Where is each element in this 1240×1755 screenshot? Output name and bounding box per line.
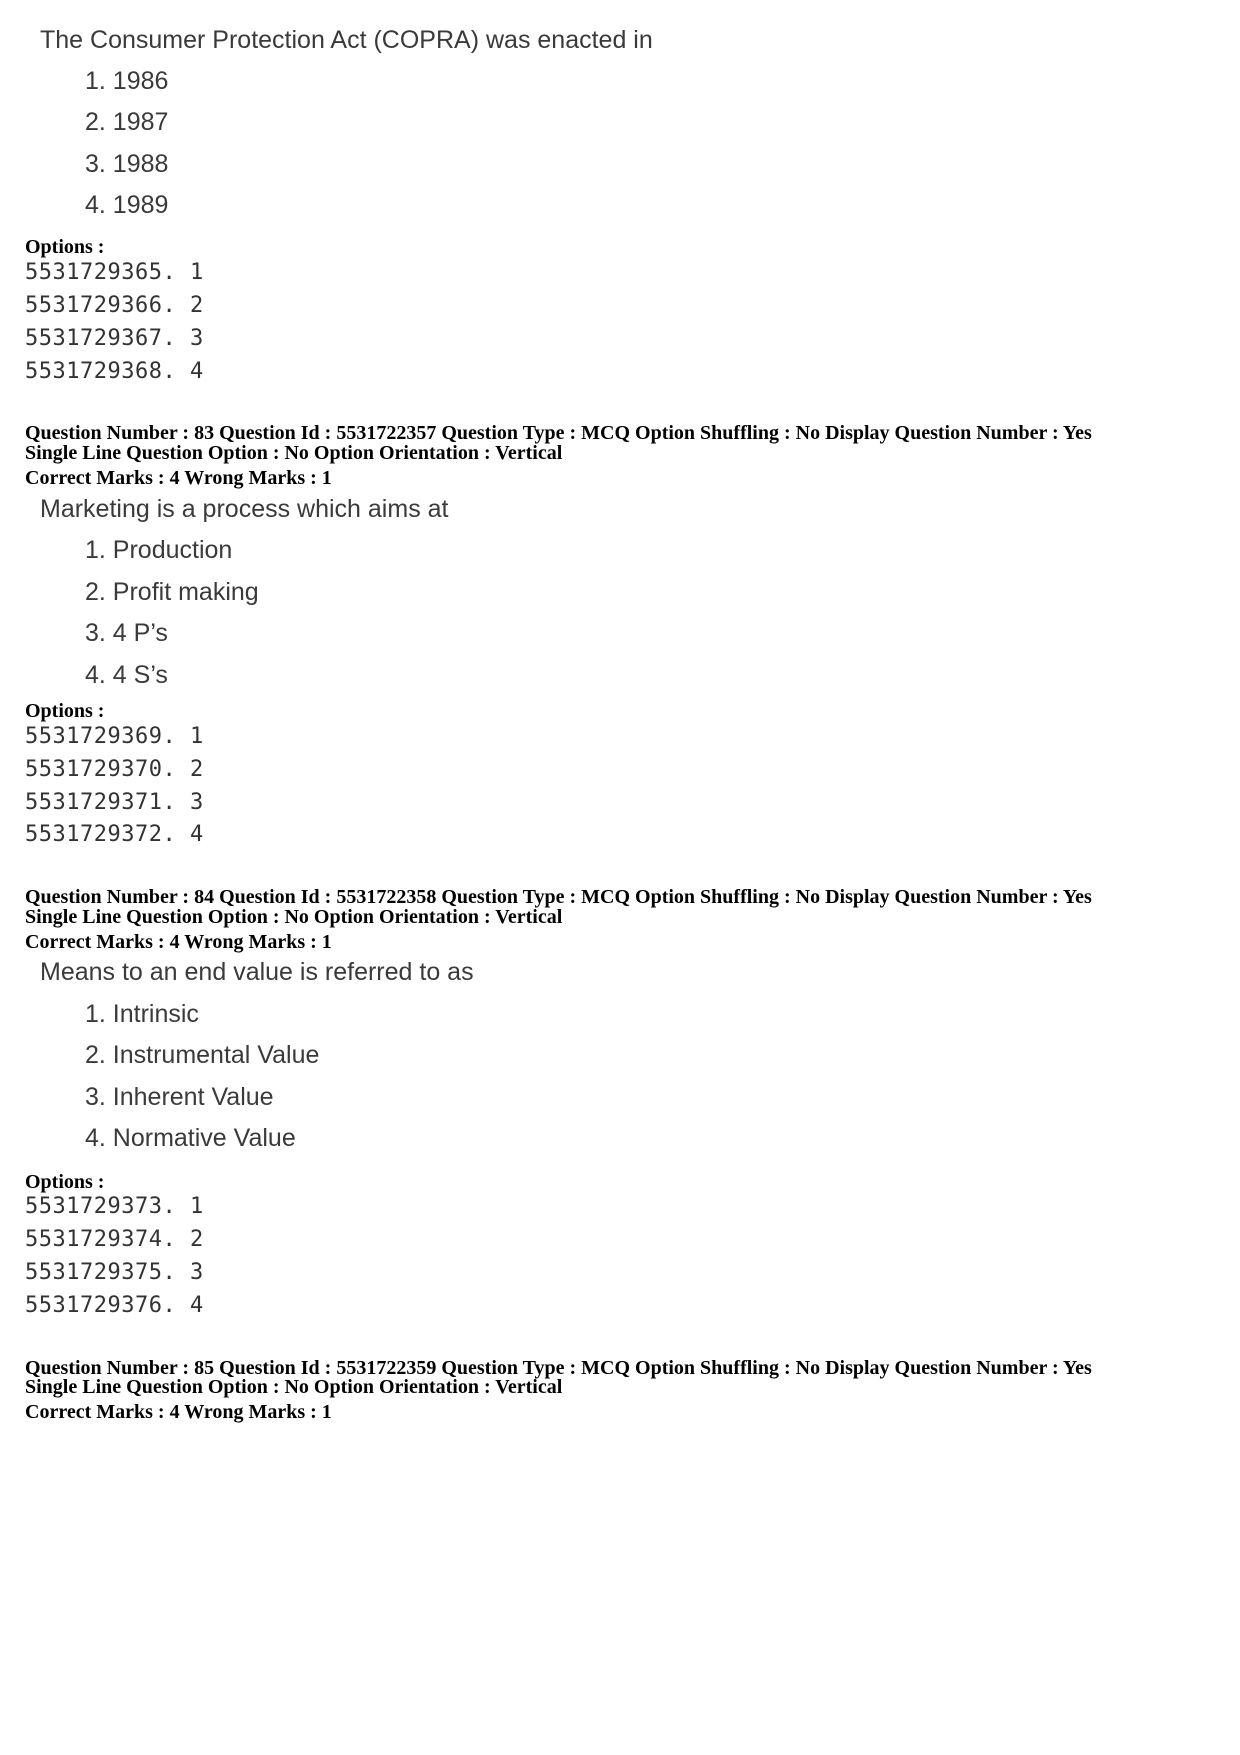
question-marks: Correct Marks : 4 Wrong Marks : 1	[25, 931, 332, 953]
question-meta: Question Number : 85 Question Id : 5531722359 Question Type : MCQ Option Shuffling : No Display Question Number : Yes	[25, 1357, 1092, 1379]
question-choice: 4. 1989	[85, 191, 169, 219]
question-choice: 4. Normative Value	[85, 1124, 296, 1152]
question-choice: 3. 1988	[85, 150, 169, 178]
options-label: Options :	[25, 1171, 105, 1193]
option-id: 5531729366. 2	[25, 293, 204, 318]
question-meta: Question Number : 83 Question Id : 5531722357 Question Type : MCQ Option Shuffling : No Display Question Number : Yes	[25, 422, 1092, 444]
question-text: Marketing is a process which aims at	[40, 495, 449, 523]
option-id: 5531729369. 1	[25, 724, 204, 749]
question-meta: Single Line Question Option : No Option Orientation : Vertical	[25, 1376, 563, 1398]
option-id: 5531729367. 3	[25, 326, 204, 351]
question-choice: 1. 1986	[85, 67, 169, 95]
question-choice: 2. Instrumental Value	[85, 1041, 320, 1069]
question-choice: 2. 1987	[85, 108, 169, 136]
option-id: 5531729375. 3	[25, 1260, 204, 1285]
option-id: 5531729365. 1	[25, 260, 204, 285]
question-choice: 1. Production	[85, 536, 233, 564]
option-id: 5531729373. 1	[25, 1194, 204, 1219]
question-choice: 4. 4 S’s	[85, 661, 168, 689]
option-id: 5531729372. 4	[25, 822, 204, 847]
question-choice: 3. 4 P’s	[85, 619, 168, 647]
question-text: Means to an end value is referred to as	[40, 958, 474, 986]
option-id: 5531729368. 4	[25, 359, 204, 384]
option-id: 5531729370. 2	[25, 757, 204, 782]
options-label: Options :	[25, 236, 105, 258]
option-id: 5531729371. 3	[25, 790, 204, 815]
question-choice: 2. Profit making	[85, 578, 259, 606]
options-label: Options :	[25, 700, 105, 722]
question-meta: Single Line Question Option : No Option Orientation : Vertical	[25, 442, 563, 464]
question-marks: Correct Marks : 4 Wrong Marks : 1	[25, 467, 332, 489]
question-meta: Question Number : 84 Question Id : 5531722358 Question Type : MCQ Option Shuffling : No Display Question Number : Yes	[25, 886, 1092, 908]
question-marks: Correct Marks : 4 Wrong Marks : 1	[25, 1401, 332, 1423]
question-choice: 1. Intrinsic	[85, 1000, 199, 1028]
question-meta: Single Line Question Option : No Option Orientation : Vertical	[25, 906, 563, 928]
option-id: 5531729376. 4	[25, 1293, 204, 1318]
question-choice: 3. Inherent Value	[85, 1083, 274, 1111]
question-text: The Consumer Protection Act (COPRA) was enacted in	[40, 26, 653, 54]
option-id: 5531729374. 2	[25, 1227, 204, 1252]
